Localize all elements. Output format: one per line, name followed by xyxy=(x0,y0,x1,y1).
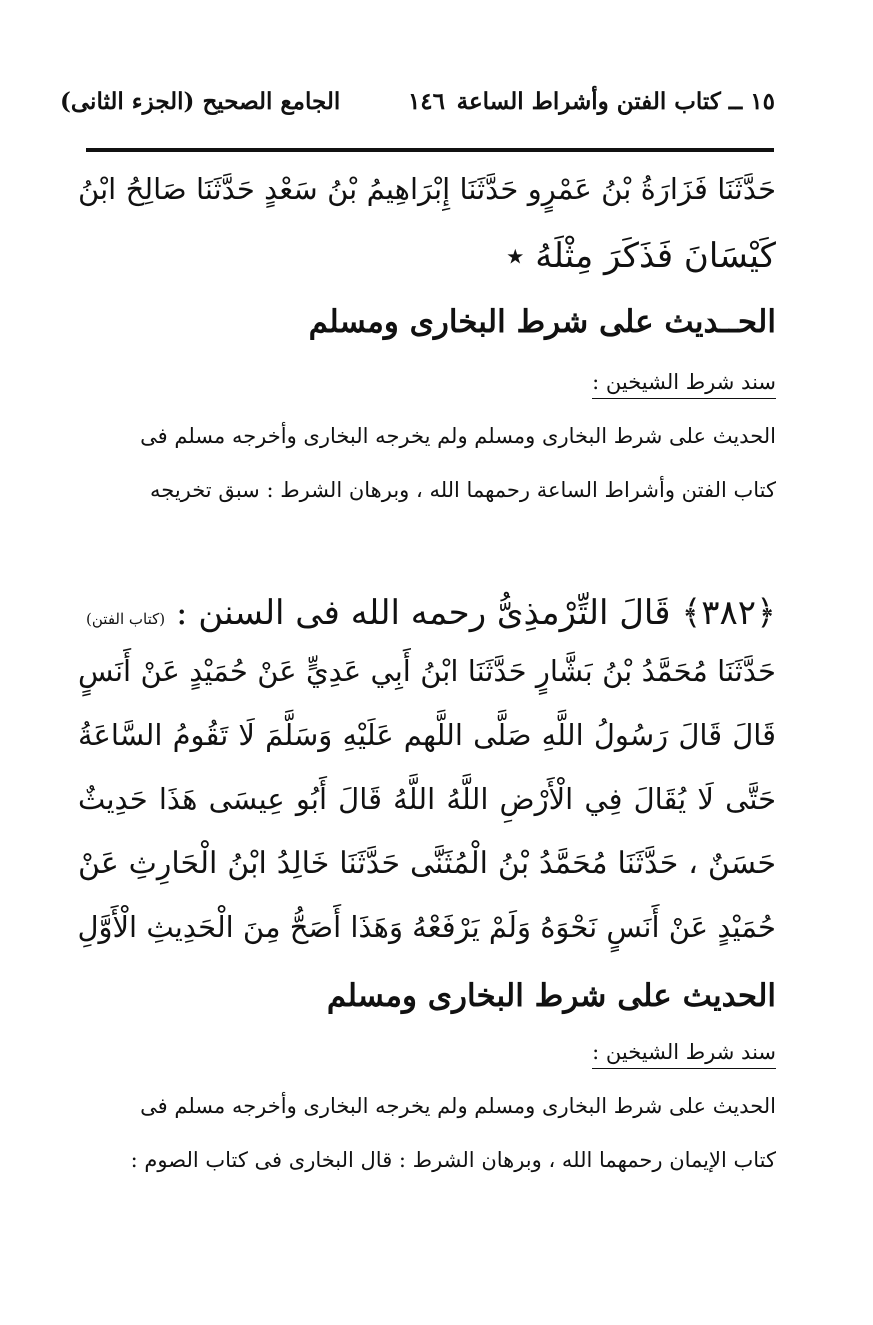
running-header xyxy=(60,88,775,128)
source-reference: (كتاب الفتن) xyxy=(86,610,166,628)
hadith-text-line: حَدَّثَنَا مُحَمَّدُ بْنُ بَشَّارٍ حَدَّثَنَا ابْنُ أَبِي عَدِيٍّ عَنْ حُمَيْدٍ عَنْ أَنَسٍ xyxy=(78,654,776,688)
sanad-heading: سند شرط الشيخين : xyxy=(592,1040,776,1069)
hadith-intro-text: ﴿٣٨٢﴾ قَالَ التِّرْمذِىُّ رحمه الله فى السنن : xyxy=(175,593,776,633)
hadith-text-line: قَالَ قَالَ رَسُولُ اللَّهِ صَلَّى اللَّهم عَلَيْهِ وَسَلَّمَ لَا تَقُومُ السَّاعَةُ xyxy=(78,718,776,752)
hadith-text-line: حَتَّى لَا يُقَالَ فِي الْأَرْضِ اللَّهُ اللَّهُ قَالَ أَبُو عِيسَى هَذَا حَدِيثٌ xyxy=(78,782,776,816)
commentary-line: كتاب الإيمان رحمهما الله ، وبرهان الشرط : قال البخارى فى كتاب الصوم : xyxy=(130,1148,776,1172)
commentary-line: الحديث على شرط البخارى ومسلم ولم يخرجه البخارى وأخرجه مسلم فى xyxy=(140,1094,776,1118)
sanad-heading: سند شرط الشيخين : xyxy=(592,370,776,399)
hadith-ruling: الحــديث على شرط البخارى ومسلم xyxy=(308,304,776,340)
header-rule xyxy=(86,148,774,152)
chapter-title: ١٥ ــ كتاب الفتن وأشراط الساعة xyxy=(456,88,775,115)
commentary-line: الحديث على شرط البخارى ومسلم ولم يخرجه البخارى وأخرجه مسلم فى xyxy=(140,424,776,448)
hadith-text-line: كَيْسَانَ فَذَكَرَ مِثْلَهُ ٭ xyxy=(505,236,776,276)
hadith-text-line: حَدَّثَنَا فَزَارَةُ بْنُ عَمْرٍو حَدَّثَنَا إِبْرَاهِيمُ بْنُ سَعْدٍ حَدَّثَنَا صَالِحُ ابْنُ xyxy=(78,172,776,206)
page-number: ١٤٦ xyxy=(407,88,445,115)
commentary-line: كتاب الفتن وأشراط الساعة رحمهما الله ، وبرهان الشرط : سبق تخريجه xyxy=(150,478,776,502)
hadith-ruling: الحديث على شرط البخارى ومسلم xyxy=(326,978,776,1014)
hadith-text-line: حَسَنٌ ، حَدَّثَنَا مُحَمَّدُ بْنُ الْمُثَنَّى حَدَّثَنَا خَالِدُ ابْنُ الْحَارِثِ عَنْ xyxy=(78,846,776,881)
hadith-text-line: حُمَيْدٍ عَنْ أَنَسٍ نَحْوَهُ وَلَمْ يَرْفَعْهُ وَهَذَا أَصَحُّ مِنَ الْحَدِيثِ الْأَوَّلِ xyxy=(77,910,776,944)
hadith-intro xyxy=(86,592,776,633)
book-title: الجامع الصحيح (الجزء الثانى) xyxy=(60,88,341,115)
